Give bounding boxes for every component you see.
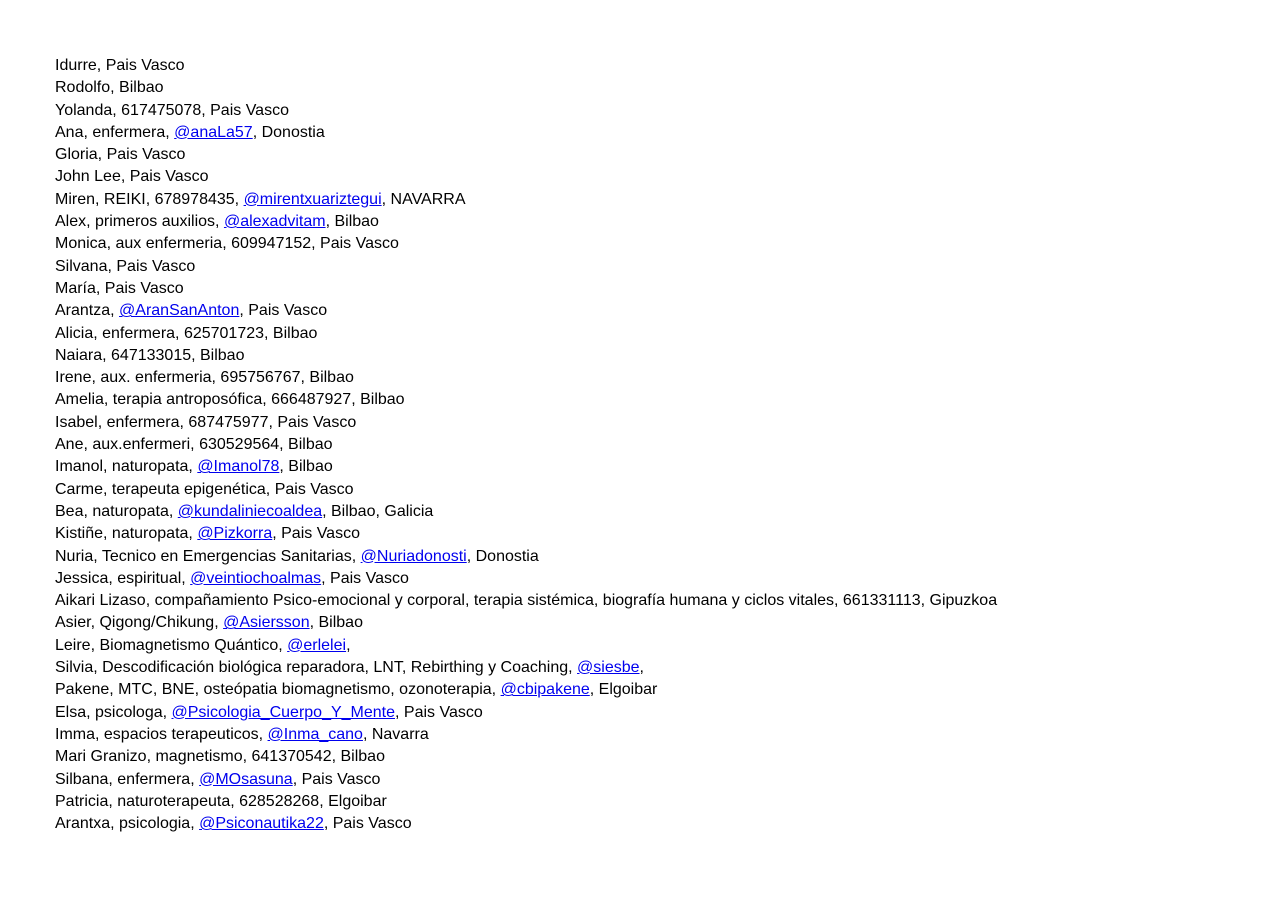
line-text: Monica, aux enfermeria, 609947152, Pais Vasco bbox=[55, 235, 399, 253]
contact-line bbox=[55, 813, 1255, 835]
line-text: , Bilbao bbox=[279, 458, 333, 476]
contact-line bbox=[55, 434, 1255, 456]
contact-line bbox=[55, 189, 1255, 211]
line-text: Irene, aux. enfermeria, 695756767, Bilbao bbox=[55, 369, 354, 387]
contact-line bbox=[55, 479, 1255, 501]
line-text: Mari Granizo, magnetismo, 641370542, Bilbao bbox=[55, 748, 385, 766]
line-text: , Bilbao bbox=[325, 213, 379, 231]
contact-line bbox=[55, 546, 1255, 568]
handle-link[interactable]: @Pizkorra bbox=[197, 525, 273, 543]
contact-line bbox=[55, 233, 1255, 255]
line-text: Ane, aux.enfermeri, 630529564, Bilbao bbox=[55, 436, 333, 454]
contact-line bbox=[55, 77, 1255, 99]
line-text: Elsa, psicologa, bbox=[55, 703, 172, 721]
contact-line bbox=[55, 456, 1255, 478]
contact-line bbox=[55, 144, 1255, 166]
contact-line bbox=[55, 55, 1255, 77]
contact-line bbox=[55, 679, 1255, 701]
line-text: , bbox=[639, 659, 644, 677]
line-text: Kistiñe, naturopata, bbox=[55, 525, 198, 543]
handle-link[interactable]: @cbipakene bbox=[500, 681, 590, 699]
contact-line bbox=[55, 612, 1255, 634]
handle-link[interactable]: @Psiconautika22 bbox=[199, 815, 324, 833]
document-page bbox=[55, 55, 1255, 835]
handle-link[interactable]: @AranSanAnton bbox=[119, 302, 240, 320]
handle-link[interactable]: @anaLa57 bbox=[174, 123, 253, 141]
contact-line bbox=[55, 122, 1255, 144]
line-text: Imma, espacios terapeuticos, bbox=[55, 725, 268, 743]
line-text: , Pais Vasco bbox=[395, 703, 483, 721]
contact-line bbox=[55, 746, 1255, 768]
handle-link[interactable]: @kundaliniecoaldea bbox=[177, 502, 323, 520]
line-text: Yolanda, 617475078, Pais Vasco bbox=[55, 101, 289, 119]
line-text: María, Pais Vasco bbox=[55, 279, 184, 297]
line-text: Idurre, Pais Vasco bbox=[55, 57, 185, 74]
contact-line bbox=[55, 211, 1255, 233]
line-text: , Donostia bbox=[466, 547, 539, 565]
handle-link[interactable]: @Nuriadonosti bbox=[360, 547, 467, 565]
line-text: , Pais Vasco bbox=[292, 770, 381, 788]
line-text: Patricia, naturoterapeuta, 628528268, Elgoibar bbox=[55, 792, 387, 810]
handle-link[interactable]: @Inma_cano bbox=[267, 725, 363, 743]
contact-line bbox=[55, 724, 1255, 746]
line-text: , Bilbao, Galicia bbox=[322, 502, 434, 520]
handle-link[interactable]: @veintiochoalmas bbox=[190, 569, 322, 587]
contact-line bbox=[55, 769, 1255, 791]
line-text: , Pais Vasco bbox=[323, 815, 412, 833]
line-text: , Pais Vasco bbox=[239, 302, 328, 320]
line-text: Alex, primeros auxilios, bbox=[55, 213, 224, 231]
line-text: , Pais Vasco bbox=[272, 525, 360, 543]
contact-line bbox=[55, 702, 1255, 724]
handle-link[interactable]: @Psicologia_Cuerpo_Y_Mente bbox=[171, 703, 395, 721]
contact-line bbox=[55, 323, 1255, 345]
line-text: , Elgoibar bbox=[589, 681, 658, 699]
contact-line bbox=[55, 278, 1255, 300]
handle-link[interactable]: @MOsasuna bbox=[199, 770, 293, 788]
contact-list bbox=[55, 55, 1255, 835]
line-text: , Donostia bbox=[252, 123, 325, 141]
contact-line bbox=[55, 300, 1255, 322]
line-text: Aikari Lizaso, compañamiento Psico-emocional y corporal, terapia sistémica, biografía humana y ciclos vitales, 661331113, Gipuzkoa bbox=[55, 592, 998, 610]
contact-line bbox=[55, 523, 1255, 545]
contact-line bbox=[55, 412, 1255, 434]
handle-link[interactable]: @siesbe bbox=[577, 659, 640, 677]
handle-link[interactable]: @alexadvitam bbox=[223, 213, 326, 231]
contact-line bbox=[55, 568, 1255, 590]
line-text: Asier, Qigong/Chikung, bbox=[55, 614, 224, 632]
contact-line bbox=[55, 791, 1255, 813]
line-text: Jessica, espiritual, bbox=[55, 569, 191, 587]
line-text: Amelia, terapia antroposófica, 666487927, Bilbao bbox=[55, 391, 405, 409]
handle-link[interactable]: @Imanol78 bbox=[197, 458, 280, 476]
line-text: Silvana, Pais Vasco bbox=[55, 257, 196, 275]
contact-line bbox=[55, 590, 1255, 612]
line-text: Alicia, enfermera, 625701723, Bilbao bbox=[55, 324, 318, 342]
line-text: Miren, REIKI, 678978435, bbox=[55, 190, 244, 208]
line-text: Bea, naturopata, bbox=[55, 502, 178, 520]
line-text: Rodolfo, Bilbao bbox=[55, 79, 164, 97]
line-text: Silbana, enfermera, bbox=[55, 770, 200, 788]
line-text: Pakene, MTC, BNE, osteópatia biomagnetismo, ozonoterapia, bbox=[55, 681, 501, 699]
line-text: Arantxa, psicologia, bbox=[55, 815, 200, 833]
line-text: Silvia, Descodificación biológica reparadora, LNT, Rebirthing y Coaching, bbox=[55, 659, 578, 677]
contact-line bbox=[55, 367, 1255, 389]
line-text: , NAVARRA bbox=[381, 190, 466, 208]
handle-link[interactable]: @mirentxuariztegui bbox=[243, 190, 382, 208]
contact-line bbox=[55, 657, 1255, 679]
line-text: , Pais Vasco bbox=[321, 569, 409, 587]
handle-link[interactable]: @erlelei bbox=[287, 636, 347, 654]
line-text: Ana, enfermera, bbox=[55, 123, 175, 141]
line-text: Imanol, naturopata, bbox=[55, 458, 198, 476]
contact-line bbox=[55, 389, 1255, 411]
contact-line bbox=[55, 501, 1255, 523]
contact-line bbox=[55, 166, 1255, 188]
contact-line bbox=[55, 256, 1255, 278]
contact-line bbox=[55, 100, 1255, 122]
line-text: Carme, terapeuta epigenética, Pais Vasco bbox=[55, 480, 354, 498]
line-text: Arantza, bbox=[55, 302, 120, 320]
line-text: John Lee, Pais Vasco bbox=[55, 168, 209, 186]
line-text: Naiara, 647133015, Bilbao bbox=[55, 346, 245, 364]
handle-link[interactable]: @Asiersson bbox=[223, 614, 310, 632]
line-text: , Bilbao bbox=[309, 614, 363, 632]
contact-line bbox=[55, 635, 1255, 657]
line-text: Leire, Biomagnetismo Quántico, bbox=[55, 636, 288, 654]
contact-line bbox=[55, 345, 1255, 367]
line-text: , Navarra bbox=[362, 725, 429, 743]
line-text: Nuria, Tecnico en Emergencias Sanitarias, bbox=[55, 547, 361, 565]
line-text: Gloria, Pais Vasco bbox=[55, 146, 186, 164]
line-text: , bbox=[346, 636, 351, 654]
line-text: Isabel, enfermera, 687475977, Pais Vasco bbox=[55, 413, 357, 431]
